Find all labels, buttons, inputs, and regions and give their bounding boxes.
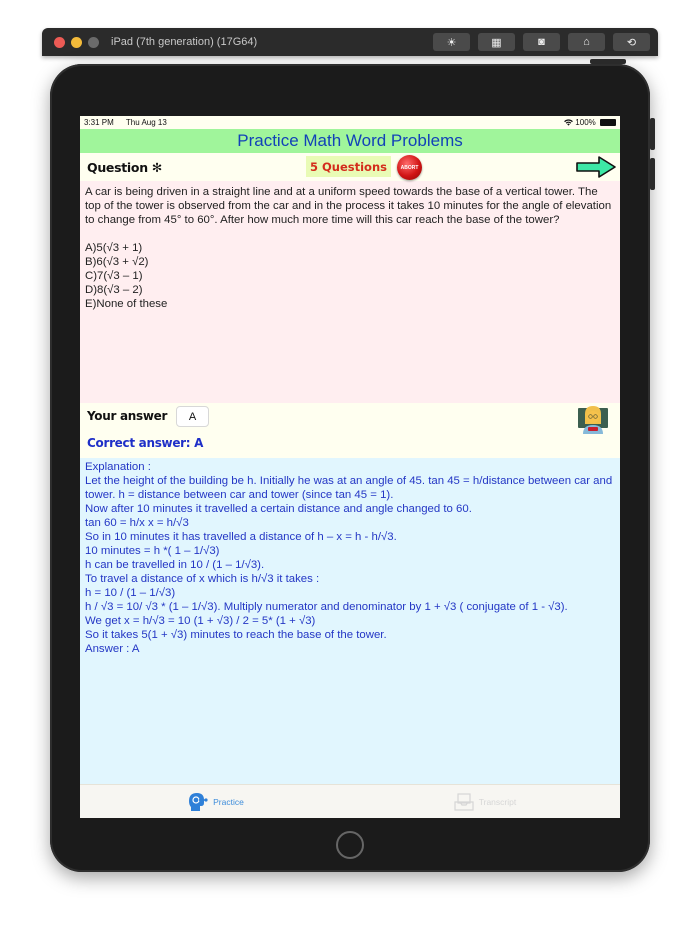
question-text: A car is being driven in a straight line and at a uniform speed towards the base of a vertical tower. The top of the tower is observed from the car and in the process it takes 10 minutes for the angle of elevation to change from 45° to 60°. After how much more time will this car reach the base of the tower? [85, 186, 612, 226]
question-label: Question ✻ [87, 159, 163, 175]
explanation-line: Now after 10 minutes it travelled a certain distance and angle changed to 60. [85, 503, 472, 515]
abort-button[interactable]: ABORT [397, 155, 422, 180]
simulator-title: iPad (7th generation) (17G64) [111, 36, 258, 48]
volume-down-button[interactable] [650, 158, 655, 190]
correct-answer-label: Correct answer: A [87, 436, 204, 450]
explanation-line: So it takes 5(1 + √3) minutes to reach the base of the tower. [85, 629, 387, 641]
option-d: D)8(√3 – 2) [85, 284, 143, 296]
your-answer-field[interactable]: A [176, 406, 209, 427]
explanation-panel [80, 458, 620, 801]
top-button[interactable] [590, 59, 626, 64]
tab-practice[interactable] [80, 785, 350, 818]
app-title: Practice Math Word Problems [237, 131, 463, 150]
status-date: Thu Aug 13 [125, 118, 167, 127]
explanation-line: 10 minutes = h *( 1 – 1/√3) [85, 545, 220, 557]
simulator-titlebar [42, 28, 658, 56]
explanation-line: We get x = h/√3 = 10 (1 + √3) / 2 = 5* (1 + √3) [85, 615, 316, 627]
battery-icon [600, 119, 616, 126]
minimize-window-button[interactable] [71, 37, 82, 48]
your-answer-label: Your answer [87, 409, 168, 423]
explanation-line: h can be travelled in 10 / (1 – 1/√3). [85, 559, 265, 571]
option-c: C)7(√3 – 1) [85, 270, 143, 282]
zoom-window-button[interactable] [88, 37, 99, 48]
explanation-line: tan 60 = h/x x = h/√3 [85, 517, 189, 529]
home-button[interactable] [336, 831, 364, 859]
explanation-line: Let the height of the building be h. Initially he was at an angle of 45. tan 45 = h/distance between car and tower. h = distance between car and tower (since tan 45 = 1). [85, 475, 613, 501]
simulator-toolbar [433, 33, 650, 51]
teacher-icon[interactable] [577, 404, 609, 434]
explanation-line: Answer : A [85, 643, 140, 655]
question-count-badge: 5 Questions [306, 156, 391, 177]
tab-transcript-label: Transcript [478, 796, 517, 807]
option-e: E)None of these [85, 298, 168, 310]
rotate-icon[interactable]: ⟲ [613, 33, 650, 51]
close-window-button[interactable] [54, 37, 65, 48]
explanation-line: So in 10 minutes it has travelled a distance of h – x = h - h/√3. [85, 531, 397, 543]
tab-transcript[interactable] [350, 785, 620, 818]
app-screen [80, 116, 620, 818]
screenshot-grid-icon[interactable]: ▦ [478, 33, 515, 51]
home-icon[interactable]: ⌂ [568, 33, 605, 51]
explanation-line: h / √3 = 10/ √3 * (1 – 1/√3). Multiply numerator and denominator by 1 + √3 ( conjugate of 1 - √3). [85, 601, 568, 613]
status-bar [80, 116, 620, 129]
battery-percent: 100% [575, 118, 596, 127]
volume-up-button[interactable] [650, 118, 655, 150]
status-time: 3:31 PM [84, 118, 114, 127]
wifi-icon [564, 118, 575, 127]
app-title-bar [80, 129, 620, 153]
answer-panel [80, 403, 620, 458]
explanation-line: To travel a distance of x which is h/√3 it takes : [85, 573, 320, 585]
question-panel [80, 181, 620, 403]
brightness-icon[interactable]: ☀ [433, 33, 470, 51]
explanation-line: h = 10 / (1 – 1/√3) [85, 587, 176, 599]
camera-icon[interactable]: ◙ [523, 33, 560, 51]
next-arrow-icon[interactable] [575, 156, 617, 178]
tab-practice-label: Practice [213, 796, 244, 807]
tab-bar [80, 784, 620, 818]
head-gear-icon [186, 792, 208, 812]
option-a: A)5(√3 + 1) [85, 242, 143, 254]
inbox-tray-icon [454, 793, 474, 811]
explanation-line: Explanation : [85, 461, 151, 473]
option-b: B)6(√3 + √2) [85, 256, 149, 268]
question-header [80, 153, 620, 181]
